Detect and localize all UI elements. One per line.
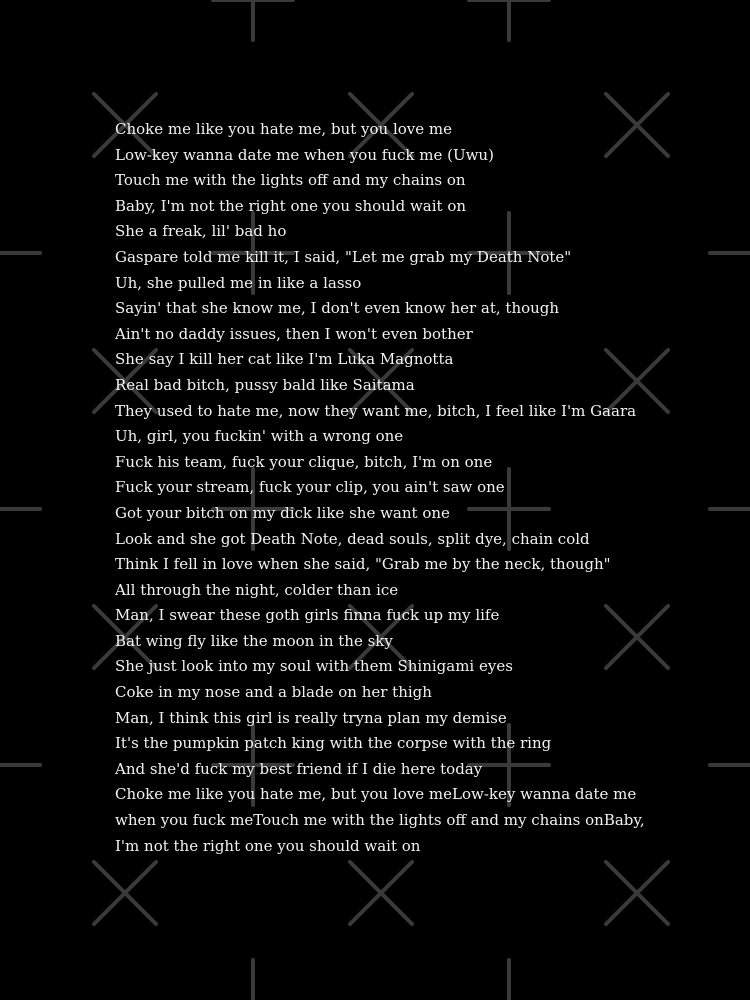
lyric-line: Choke me like you hate me, but you love meLow-key wanna date me (115, 785, 637, 804)
lyric-line: Touch me with the lights off and my chains on (115, 171, 466, 190)
lyric-line: Coke in my nose and a blade on her thigh (115, 683, 432, 702)
lyric-line: Uh, girl, you fuckin' with a wrong one (115, 427, 404, 446)
lyric-line: Think I fell in love when she said, "Grab me by the neck, though" (115, 555, 611, 574)
lyric-line: She say I kill her cat like I'm Luka Magnotta (115, 350, 454, 369)
watermark-plus-icon (469, 0, 549, 40)
lyric-line: Man, I think this girl is really tryna plan my demise (115, 708, 507, 727)
watermark-plus-icon (213, 0, 293, 40)
lyric-line: They used to hate me, now they want me, bitch, I feel like I'm Gaara (115, 401, 637, 420)
lyric-line: when you fuck meTouch me with the lights off and my chains onBaby, (115, 811, 645, 830)
watermark-x-icon (606, 862, 668, 924)
lyric-line: Fuck your stream, fuck your clip, you ain't saw one (115, 478, 505, 497)
lyric-line: All through the night, colder than ice (115, 580, 399, 599)
lyrics-text-block (115, 117, 675, 859)
lyric-line: She a freak, lil' bad ho (115, 222, 287, 241)
lyric-line: Baby, I'm not the right one you should wait on (115, 196, 467, 215)
watermark-x-icon (350, 862, 412, 924)
lyric-line: Bat wing fly like the moon in the sky (115, 631, 393, 650)
lyric-line: Sayin' that she know me, I don't even know her at, though (115, 299, 560, 318)
lyric-line: Fuck his team, fuck your clique, bitch, I'm on one (115, 452, 493, 471)
lyric-line: Look and she got Death Note, dead souls, split dye, chain cold (115, 529, 590, 548)
lyric-line: Low-key wanna date me when you fuck me (Uwu) (115, 145, 494, 164)
lyric-line: Uh, she pulled me in like a lasso (115, 273, 362, 292)
lyric-line: Man, I swear these goth girls finna fuck up my life (115, 606, 500, 625)
lyric-line: It's the pumpkin patch king with the corpse with the ring (115, 734, 552, 753)
lyric-line: Got your bitch on my dick like she want one (115, 503, 450, 522)
lyric-line: Gaspare told me kill it, I said, "Let me grab my Death Note" (115, 247, 572, 266)
lyric-line: Real bad bitch, pussy bald like Saitama (115, 375, 415, 394)
watermark-x-icon (94, 862, 156, 924)
lyric-line: I'm not the right one you should wait on (115, 836, 421, 855)
lyric-line: And she'd fuck my best friend if I die here today (115, 759, 483, 778)
lyric-line: Ain't no daddy issues, then I won't even bother (115, 324, 473, 343)
lyric-line: She just look into my soul with them Shinigami eyes (115, 657, 513, 676)
lyric-line: Choke me like you hate me, but you love me (115, 120, 452, 138)
